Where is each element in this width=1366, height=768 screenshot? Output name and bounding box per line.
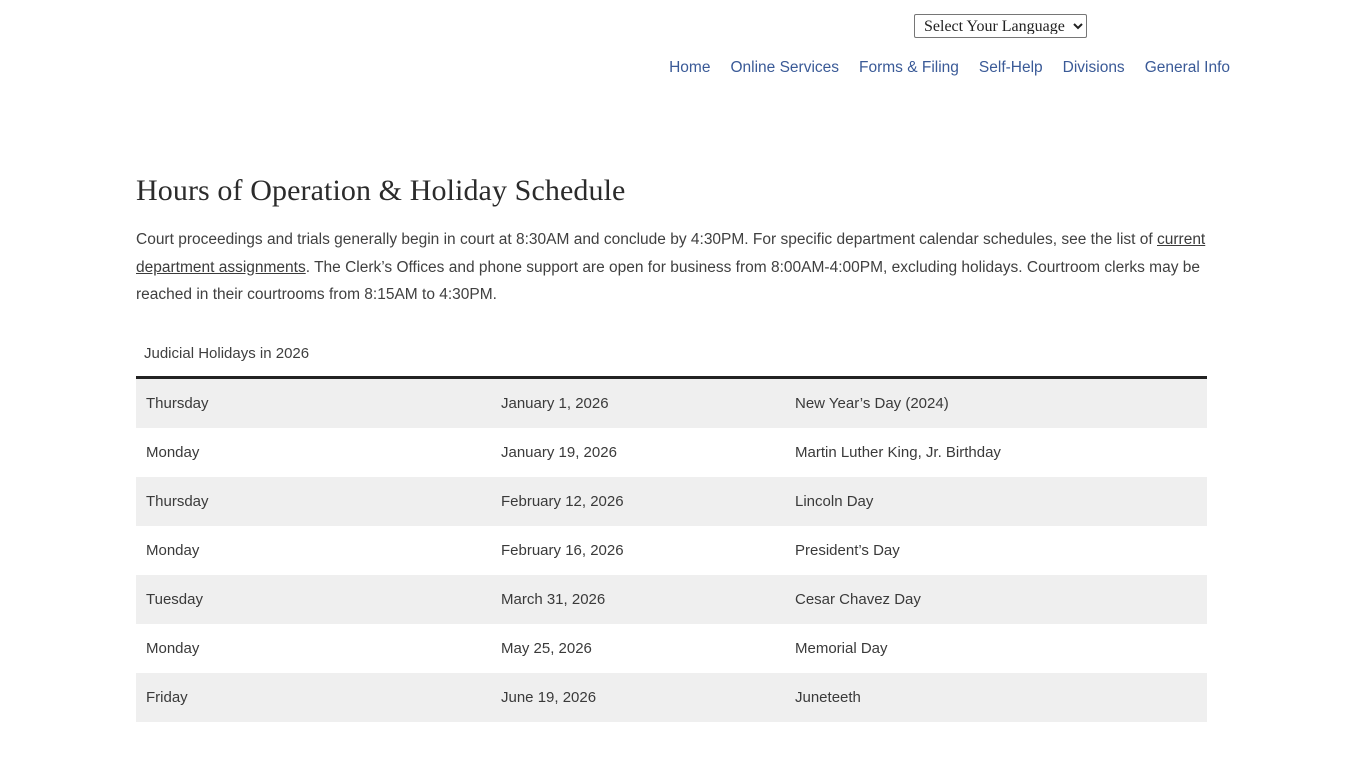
row-date: May 25, 2026: [491, 624, 785, 673]
page-title: Hours of Operation & Holiday Schedule: [136, 174, 626, 207]
table-row: [136, 673, 1207, 722]
holiday-table-section: [136, 345, 1207, 722]
nav-item-forms-filing[interactable]: Forms & Filing: [859, 59, 959, 76]
nav-item-general-info[interactable]: General Info: [1144, 59, 1230, 76]
table-row: [136, 377, 1207, 428]
row-holiday: Juneteeth: [785, 673, 1207, 722]
table-row: [136, 428, 1207, 477]
row-day: Thursday: [136, 477, 491, 526]
row-holiday: New Year’s Day (2024): [785, 377, 1207, 428]
row-holiday: President’s Day: [785, 526, 1207, 575]
main-content: [136, 78, 1207, 722]
row-holiday: Lincoln Day: [785, 477, 1207, 526]
row-holiday: Cesar Chavez Day: [785, 575, 1207, 624]
judicial-holidays-table: [136, 376, 1207, 722]
row-date: January 19, 2026: [491, 428, 785, 477]
row-day: Thursday: [136, 377, 491, 428]
top-navigation: [0, 38, 1366, 78]
intro-paragraph: [136, 226, 1207, 309]
table-row: [136, 477, 1207, 526]
row-date: February 16, 2026: [491, 526, 785, 575]
row-day: Tuesday: [136, 575, 491, 624]
row-date: March 31, 2026: [491, 575, 785, 624]
language-bar: [0, 0, 1366, 38]
nav-item-home[interactable]: Home: [669, 59, 711, 76]
current-department-assignments-link[interactable]: current department assignments: [136, 231, 1206, 276]
row-day: Monday: [136, 526, 491, 575]
row-date: January 1, 2026: [491, 377, 785, 428]
row-holiday: Memorial Day: [785, 624, 1207, 673]
nav-item-online-services[interactable]: Online Services: [730, 59, 840, 76]
nav-list: [659, 58, 1230, 78]
table-row: [136, 575, 1207, 624]
row-holiday: Martin Luther King, Jr. Birthday: [785, 428, 1207, 477]
row-day: Monday: [136, 624, 491, 673]
table-caption: Judicial Holidays in 2026: [144, 344, 310, 362]
row-date: February 12, 2026: [491, 477, 785, 526]
nav-item-self-help[interactable]: Self-Help: [978, 59, 1043, 76]
row-day: Friday: [136, 673, 491, 722]
table-row: [136, 526, 1207, 575]
intro-text-before-link: Court proceedings and trials generally begin in court at 8:30AM and conclude by 4:30PM. For specific department calendar schedules, see the list of: [136, 231, 1157, 248]
language-select[interactable]: [914, 14, 1087, 38]
intro-text-after-link: . The Clerk’s Offices and phone support are open for business from 8:00AM-4:00PM, excluding holidays. Courtroom clerks may be reached in their courtrooms from 8:15AM to 4:30PM.: [136, 258, 1201, 303]
row-date: June 19, 2026: [491, 673, 785, 722]
table-row: [136, 624, 1207, 673]
nav-item-divisions[interactable]: Divisions: [1062, 59, 1125, 76]
row-day: Monday: [136, 428, 491, 477]
